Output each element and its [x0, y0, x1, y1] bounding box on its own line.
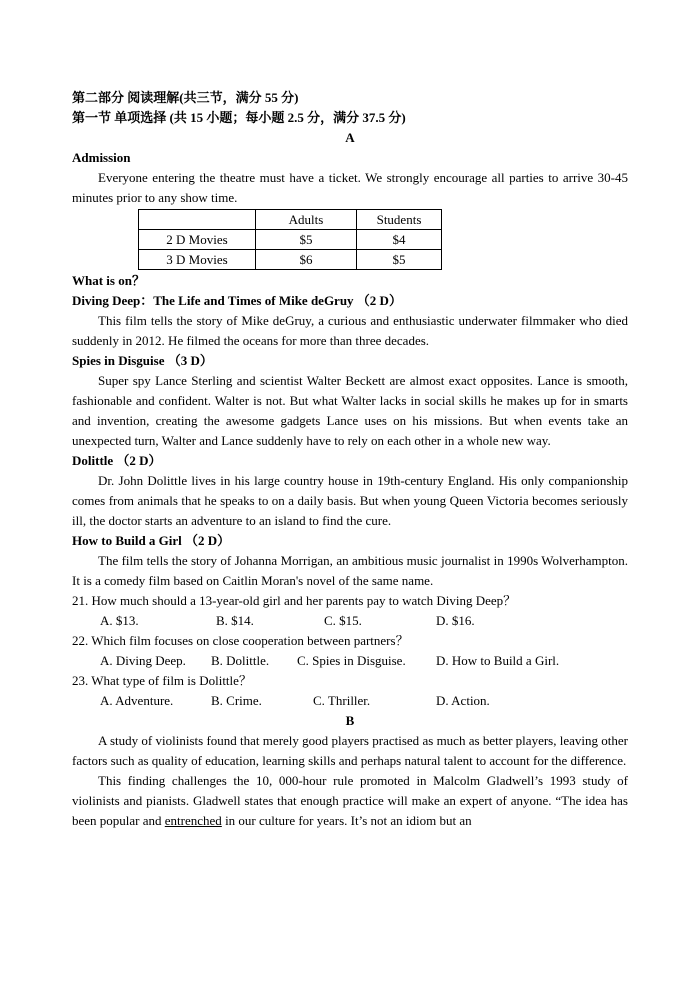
- part-title: 第二部分 阅读理解(共三节，满分 55 分): [72, 90, 299, 105]
- table-cell: $6: [256, 250, 357, 270]
- paragraph-text: This finding challenges the 10, 000-hour rule promoted in Malcolm Gladwell’s 1993 study of violinists and pianists. Gladwell states that enough practice will make an expert of anyone. “The idea has been popular and: [72, 773, 628, 828]
- question-options: [72, 611, 628, 631]
- question-options: [72, 651, 628, 671]
- film-title: Diving Deep：The Life and Times of Mike deGruy （2 D）: [72, 293, 402, 308]
- passage-a-label: A: [345, 130, 355, 145]
- option: A. Diving Deep.: [100, 653, 186, 668]
- question-stem: 23. What type of film is Dolittle？: [72, 673, 252, 688]
- underlined-word: entrenched: [164, 813, 222, 828]
- question-options: [72, 691, 628, 711]
- option: B. $14.: [216, 613, 254, 628]
- table-cell: $5: [357, 250, 442, 270]
- admission-heading: Admission: [72, 150, 131, 165]
- option: C. $15.: [324, 613, 362, 628]
- option: C. Spies in Disguise.: [297, 653, 406, 668]
- film-description: This film tells the story of Mike deGruy, a curious and enthusiastic underwater filmmaker who died suddenly in 2012. He filmed the oceans for more than three decades.: [72, 313, 628, 348]
- table-header-cell: [139, 210, 256, 230]
- passage-b-label: B: [345, 713, 355, 728]
- table-cell: $5: [256, 230, 357, 250]
- paragraph-text: in our culture for years. It’s not an idiom but an: [221, 813, 472, 828]
- option: D. $16.: [436, 613, 475, 628]
- table-header-row: [139, 210, 442, 230]
- table-cell: 3 D Movies: [139, 250, 256, 270]
- film-title: How to Build a Girl （2 D）: [72, 533, 231, 548]
- section-title: 第一节 单项选择 (共 15 小题；每小题 2.5 分，满分 37.5 分): [72, 110, 406, 125]
- option: A. Adventure.: [100, 693, 174, 708]
- passage-b-paragraph: A study of violinists found that merely good players practised as much as better players, leaving other factors such as quality of education, learning skills and perhaps natural talent to account for the difference.: [72, 733, 628, 768]
- table-header-cell: Adults: [256, 210, 357, 230]
- option: D. Action.: [436, 693, 490, 708]
- option: D. How to Build a Girl.: [436, 653, 560, 668]
- table-header-cell: Students: [357, 210, 442, 230]
- option: B. Crime.: [211, 693, 262, 708]
- film-title: Spies in Disguise （3 D）: [72, 353, 213, 368]
- film-description: Super spy Lance Sterling and scientist Walter Beckett are almost exact opposites. Lance is smooth, fashionable and confident. Walter is not. But what Walter lacks in social skills he makes up for in smarts and invention, creating the awesome gadgets Lance uses on his missions. But when events take an unexpected turn, Walter and Lance suddenly have to rely on each other in a whole new way.: [72, 373, 628, 448]
- question-stem: 21. How much should a 13-year-old girl and her parents pay to watch Diving Deep？: [72, 593, 517, 608]
- table-cell: $4: [357, 230, 442, 250]
- film-title: Dolittle （2 D）: [72, 453, 162, 468]
- table-cell: 2 D Movies: [139, 230, 256, 250]
- option: B. Dolittle.: [211, 653, 270, 668]
- option: A. $13.: [100, 613, 139, 628]
- question-stem: 22. Which film focuses on close cooperation between partners？: [72, 633, 409, 648]
- whats-on-heading: What is on？: [72, 273, 145, 288]
- passage-b-paragraph: [72, 771, 628, 831]
- price-table: [138, 209, 442, 270]
- film-description: Dr. John Dolittle lives in his large country house in 19th-century England. His only companionship comes from animals that he speaks to on a daily basis. But when young Queen Victoria becomes seriously ill, the doctor starts an adventure to an island to find the cure.: [72, 473, 628, 528]
- exam-page: [72, 88, 628, 831]
- film-description: The film tells the story of Johanna Morrigan, an ambitious music journalist in 1990s Wolverhampton. It is a comedy film based on Caitlin Moran's novel of the same name.: [72, 553, 628, 588]
- table-row: [139, 250, 442, 270]
- admission-intro: Everyone entering the theatre must have a ticket. We strongly encourage all parties to arrive 30-45 minutes prior to any show time.: [72, 170, 628, 205]
- option: C. Thriller.: [313, 693, 371, 708]
- table-row: [139, 230, 442, 250]
